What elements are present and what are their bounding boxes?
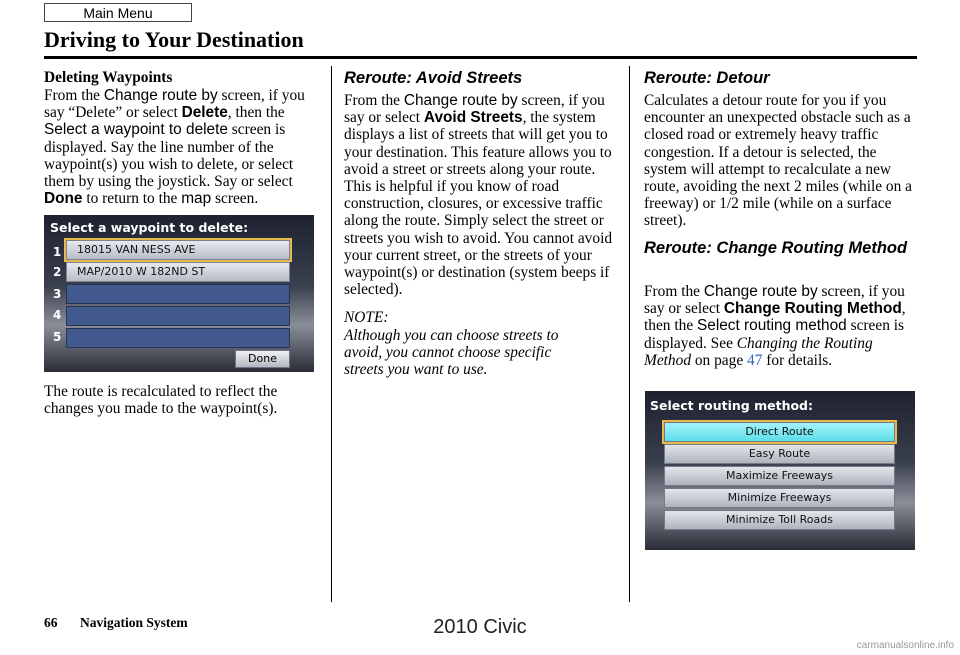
deleting-waypoints-paragraph xyxy=(44,87,322,207)
screen-title: Select routing method: xyxy=(650,398,814,413)
text-run: Avoid Streets xyxy=(423,109,523,127)
waypoint-row-5[interactable] xyxy=(66,328,290,348)
text-run: , then the xyxy=(227,104,285,122)
text-run: From the xyxy=(644,283,704,300)
main-menu-button[interactable]: Main Menu xyxy=(44,3,192,22)
text-run: , then the xyxy=(644,300,906,335)
option-minimize-freeways[interactable]: Minimize Freeways xyxy=(664,488,895,508)
watermark-url: carmanualsonline.info xyxy=(856,640,954,651)
page-title: Driving to Your Destination xyxy=(44,27,304,52)
routing-method-screen xyxy=(645,391,915,550)
row-number-1: 1 xyxy=(53,245,62,259)
text-run: From the xyxy=(344,92,404,109)
text-run: screen, if you say or select xyxy=(344,92,605,127)
done-button[interactable]: Done xyxy=(235,350,290,368)
column-divider-1 xyxy=(331,66,332,602)
text-run: screen, if you say “Delete” or select xyxy=(44,87,305,122)
column-divider-2 xyxy=(629,66,630,602)
waypoint-row-4[interactable] xyxy=(66,306,290,326)
row-number-2: 2 xyxy=(53,265,62,279)
change-routing-paragraph xyxy=(644,283,916,369)
page-number: 66 xyxy=(44,615,58,630)
text-run: for details. xyxy=(762,351,833,369)
avoid-streets-paragraph xyxy=(344,92,620,298)
text-run: Done xyxy=(44,190,83,208)
title-rule xyxy=(44,56,917,59)
waypoint-row-3[interactable] xyxy=(66,284,290,304)
text-run: screen, if you say or select xyxy=(644,283,905,318)
row-number-5: 5 xyxy=(53,330,62,344)
heading-change-routing-method: Reroute: Change Routing Method xyxy=(644,239,908,257)
option-minimize-toll-roads[interactable]: Minimize Toll Roads xyxy=(664,510,895,530)
heading-avoid-streets: Reroute: Avoid Streets xyxy=(344,69,523,87)
waypoint-delete-screen xyxy=(44,215,314,372)
text-run: From the xyxy=(44,87,104,104)
waypoint-row-2[interactable] xyxy=(66,262,290,282)
heading-deleting-waypoints: Deleting Waypoints xyxy=(44,69,173,86)
heading-detour: Reroute: Detour xyxy=(644,69,770,87)
row-number-4: 4 xyxy=(53,308,62,322)
text-run: Changing the Routing Method xyxy=(644,334,873,369)
text-run[interactable]: 47 xyxy=(747,351,763,369)
text-run: to return to the xyxy=(82,190,182,208)
text-run: , the system displays a list of streets that will get you to your destination. This feature allows you to avoid a street or streets along your route. This is helpful if you know of road construction, closures, or excessive traffic along the route. Simply select the street or streets you wish to avoid. You cannot avoid your current street, or the streets of your waypoint(s) or destination (system beeps if selected). xyxy=(344,109,613,299)
text-run: Select a waypoint to delete xyxy=(44,121,228,139)
text-run: map xyxy=(181,190,212,208)
text-run: Select routing method xyxy=(697,317,847,335)
waypoint-row-1[interactable] xyxy=(66,240,290,260)
row-number-3: 3 xyxy=(53,287,62,301)
waypoint-text-1: 18015 VAN NESS AVE xyxy=(77,243,196,256)
text-run: Change route by xyxy=(403,92,518,109)
text-run: Delete xyxy=(181,104,228,122)
text-run: on page xyxy=(691,351,748,369)
option-maximize-freeways[interactable]: Maximize Freeways xyxy=(664,466,895,486)
screen-title: Select a waypoint to delete: xyxy=(50,220,249,235)
option-direct-route[interactable]: Direct Route xyxy=(664,422,895,442)
option-easy-route[interactable]: Easy Route xyxy=(664,444,895,464)
detour-paragraph: Calculates a detour route for you if you encounter an unexpected obstacle such as a closed road or extremely heavy traffic congestion. If a detour is selected, the system will attempt to recalculate a new route, avoiding the next 2 miles (while on a freeway) or 1/2 mile (while on a surface street). xyxy=(644,92,912,230)
text-run: screen is displayed. See xyxy=(644,317,904,352)
text-run: screen is displayed. Say the line number of the waypoint(s) you wish to delete, or select them by using the joystick. Say or select xyxy=(44,121,294,191)
note-text: Although you can choose streets to avoid, you cannot choose specific streets you want to use. xyxy=(344,327,559,379)
section-name: Navigation System xyxy=(80,615,188,630)
watermark: 2010 Civic xyxy=(433,616,527,638)
text-run: Change Routing Method xyxy=(723,300,902,318)
text-run: Change route by xyxy=(103,87,218,104)
waypoint-text-2: MAP/2010 W 182ND ST xyxy=(77,265,206,278)
note-label: NOTE: xyxy=(344,309,389,326)
text-run: screen. xyxy=(211,190,259,208)
text-run: Change route by xyxy=(703,283,818,300)
route-recalculated-paragraph: The route is recalculated to reflect the changes you made to the waypoint(s). xyxy=(44,383,278,418)
